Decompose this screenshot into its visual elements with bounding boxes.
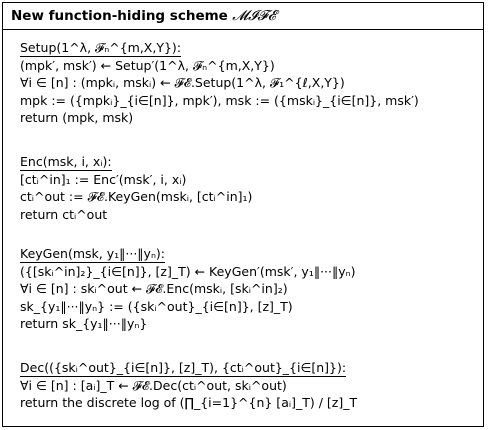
setup-line: ∀i ∈ [n] : (mpkᵢ, mskᵢ) ← 𝓕𝓔.Setup(1^λ, 𝓕₁^{ℓ,X,Y}) (20, 75, 345, 90)
setup-line: (mpk′, msk′) ← Setup′(1^λ, 𝓕ₙ^{m,X,Y}) (20, 57, 275, 73)
setup-line: return (mpk, msk) (20, 110, 134, 125)
enc-line: [ctᵢ^in]₁ := Enc′(msk′, i, xᵢ) (20, 171, 187, 187)
setup-header: Setup(1^λ, 𝓕ₙ^{m,X,Y}): (20, 40, 182, 55)
dec-section (20, 359, 357, 412)
enc-section (20, 153, 252, 223)
dec-line: return the discrete log of (∏_{i=1}^{n} [aᵢ]_T) / [z]_T (20, 395, 358, 410)
algorithm-figure (2, 2, 484, 427)
setup-section (20, 39, 419, 127)
keygen-line: ∀i ∈ [n] : skᵢ^out ← 𝓕𝓔.Enc(mskᵢ, [skᵢ^in]₂) (20, 281, 288, 296)
dec-header: Dec(({skᵢ^out}_{i∈[n]}, [z]_T), {ctᵢ^out}_{i∈[n]}): (20, 360, 347, 375)
keygen-section (20, 245, 356, 333)
keygen-line: return sk_{y₁‖···‖yₙ} (20, 316, 148, 331)
enc-line: ctᵢ^out := 𝓕𝓔.KeyGen(mskᵢ, [ctᵢ^in]₁) (20, 189, 253, 204)
scheme-symbol: 𝓜𝓘𝓕𝓔 (232, 8, 276, 24)
keygen-line: sk_{y₁‖···‖yₙ} := ({skᵢ^out}_{i∈[n]}, [z]_T) (20, 298, 293, 314)
figure-title (3, 3, 483, 30)
enc-line: return ctᵢ^out (20, 206, 108, 222)
setup-line: mpk := ({mpkᵢ}_{i∈[n]}, mpk′), msk := ({mskᵢ}_{i∈[n]}, msk′) (20, 92, 419, 108)
keygen-line: ({[skᵢ^in]₂}_{i∈[n]}, [z]_T) ← KeyGen′(msk′, y₁‖···‖yₙ) (20, 263, 356, 279)
enc-header: Enc(msk, i, xᵢ): (20, 154, 112, 169)
keygen-header: KeyGen(msk, y₁‖···‖yₙ): (20, 246, 166, 261)
dec-line: ∀i ∈ [n] : [aᵢ]_T ← 𝓕𝓔.Dec(ctᵢ^out, skᵢ^out) (20, 377, 287, 393)
figure-title-text: New function-hiding scheme (11, 8, 228, 24)
